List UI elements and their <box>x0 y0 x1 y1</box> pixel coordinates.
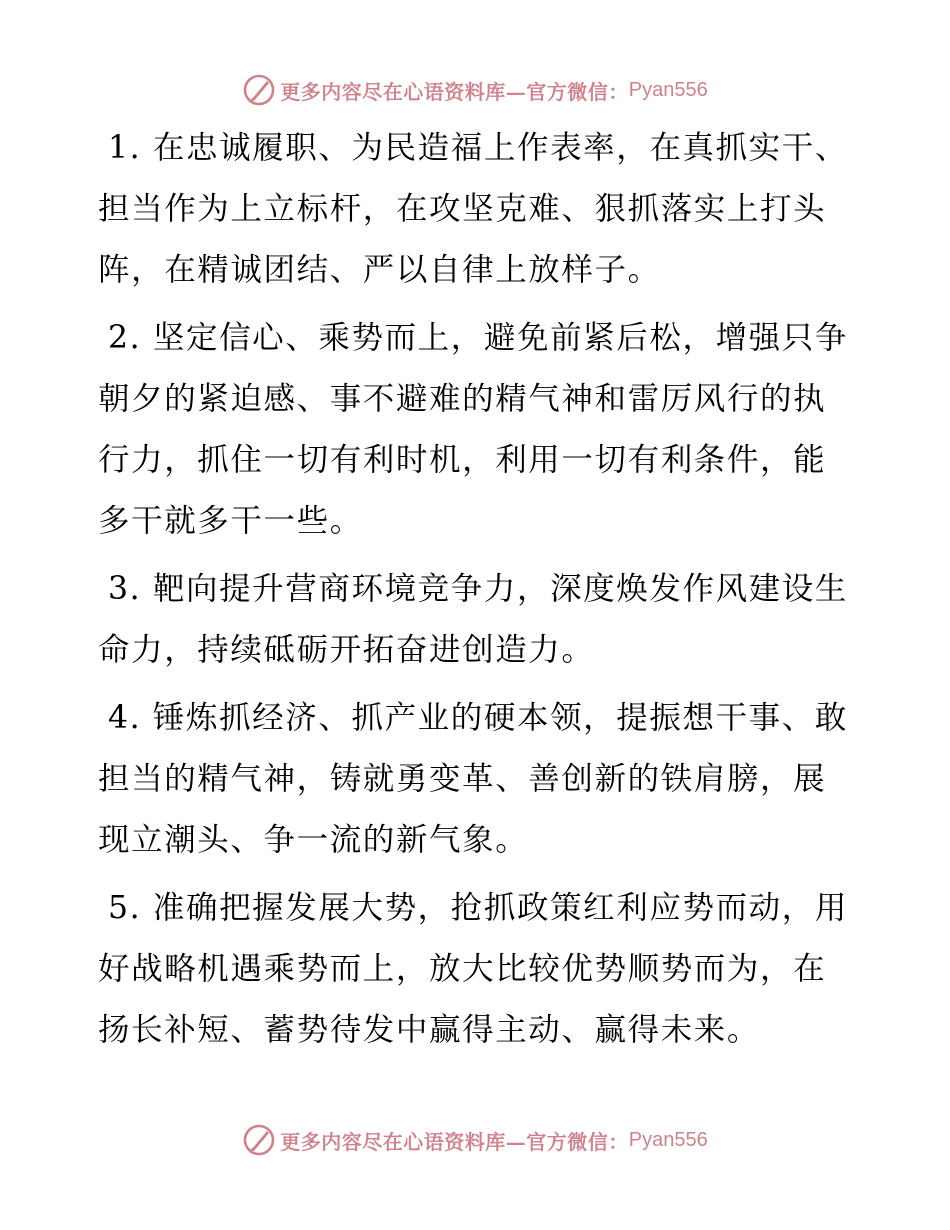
quill-pen-logo-icon <box>242 73 276 107</box>
header-wechat-id: Pyan556 <box>628 78 708 101</box>
paragraph-2: 2. 坚定信心、乘势而上，避免前紧后松，增强只争朝夕的紧迫感、事不避难的精气神和雷厉风行的执行力，抓住一切有利时机，利用一切有利条件，能多干就多干一些。 <box>98 320 848 539</box>
header-brand-text: 更多内容尽在心语资料库—官方微信： <box>280 79 629 104</box>
quill-pen-logo-icon <box>242 1123 276 1157</box>
footer-wechat-id: Pyan556 <box>628 1128 708 1151</box>
footer-brand-text: 更多内容尽在心语资料库—官方微信： <box>280 1129 629 1154</box>
paragraph-1: 1. 在忠诚履职、为民造福上作表率，在真抓实干、担当作为上立标杆，在攻坚克难、狠抓落实上打头阵，在精诚团结、严以自律上放样子。 <box>98 130 848 288</box>
paragraph-4: 4. 锤炼抓经济、抓产业的硬本领，提振想干事、敢担当的精气神，铸就勇变革、善创新的铁肩膀，展现立潮头、争一流的新气象。 <box>98 700 848 858</box>
paragraph-5: 5. 准确把握发展大势，抢抓政策红利应势而动，用好战略机遇乘势而上，放大比较优势顺势而为，在扬长补短、蓄势待发中赢得主动、赢得未来。 <box>98 890 848 1048</box>
header-watermark <box>0 70 950 110</box>
document-body <box>98 118 858 1068</box>
paragraph-3: 3. 靶向提升营商环境竞争力，深度焕发作风建设生命力，持续砥砺开拓奋进创造力。 <box>98 571 848 668</box>
footer-watermark <box>0 1120 950 1160</box>
